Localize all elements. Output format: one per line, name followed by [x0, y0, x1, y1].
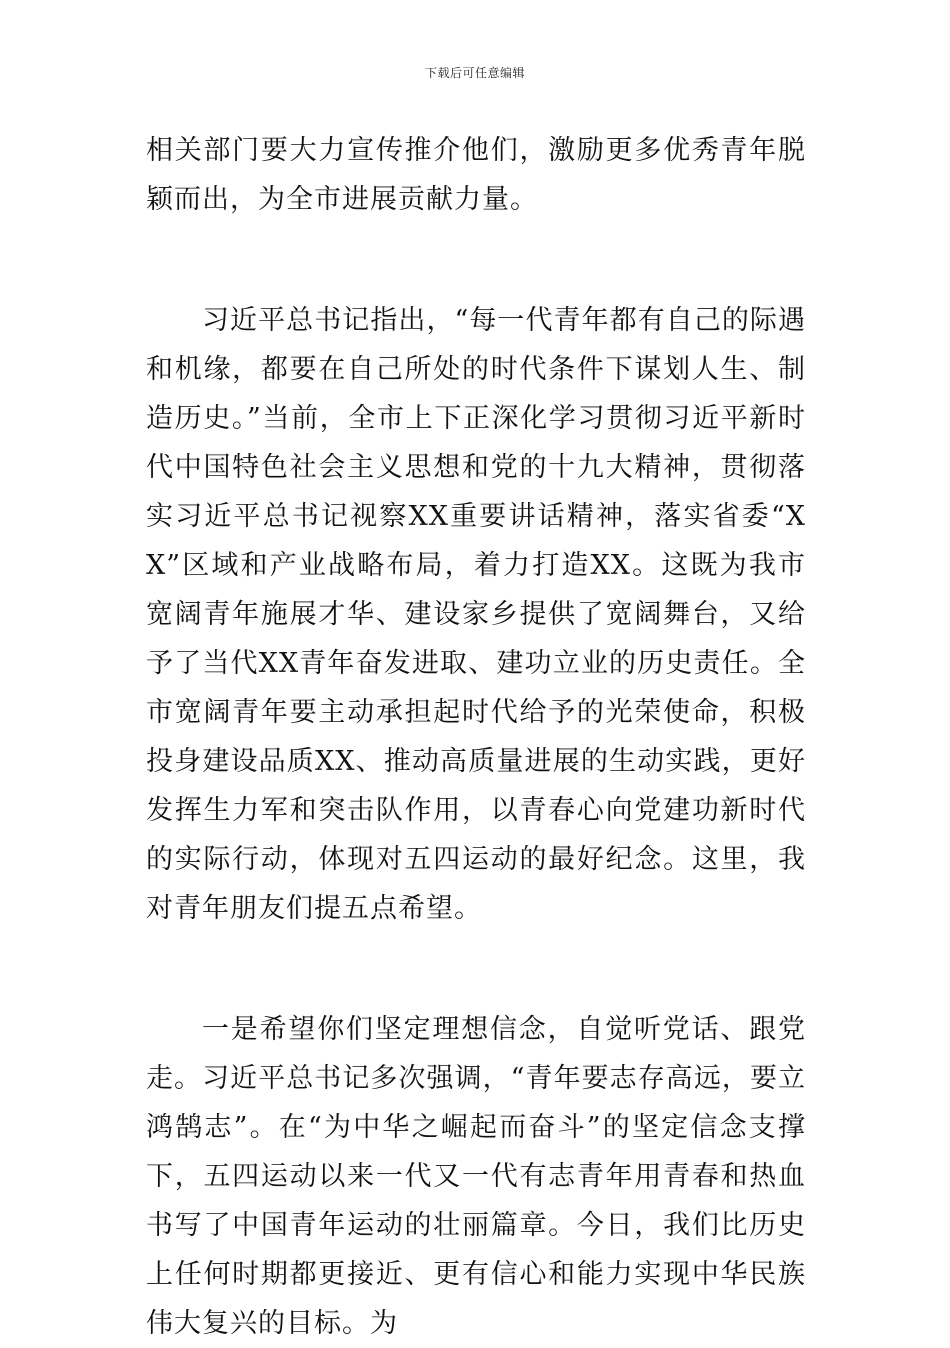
paragraph-1: 相关部门要大力宣传推介他们，激励更多优秀青年脱颖而出，为全市进展贡献力量。	[146, 135, 806, 215]
paragraph-spacer	[146, 933, 806, 1005]
paragraph-spacer	[146, 224, 806, 296]
page-header: 下载后可任意编辑	[424, 66, 525, 80]
paragraph-3: 一是希望你们坚定理想信念，自觉听党话、跟党走。习近平总书记多次强调，“青年要志存高远，要立鸿鹄志”。在“为中华之崛起而奋斗”的坚定信念支撑下，五四运动以来一代又一代有志青年用青春和热血书写了中国青年运动的壮丽篇章。今日，我们比历史上任何时期都更接近、更有信心和能力实现中华民族伟大复兴的目标。为	[146, 1014, 806, 1339]
document-body	[146, 126, 806, 1348]
paragraph-2: 习近平总书记指出，“每一代青年都有自己的际遇和机缘，都要在自己所处的时代条件下谋划人生、制造历史。”当前，全市上下正深化学习贯彻习近平新时代中国特色社会主义思想和党的十九大精神，贯彻落实习近平总书记视察XX重要讲话精神，落实省委“XX”区域和产业战略布局，着力打造XX。这既为我市宽阔青年施展才华、建设家乡提供了宽阔舞台，又给予了当代XX青年奋发进取、建功立业的历史责任。全市宽阔青年要主动承担起时代给予的光荣使命，积极投身建设品质XX、推动高质量进展的生动实践，更好发挥生力军和突击队作用，以青春心向党建功新时代的实际行动，体现对五四运动的最好纪念。这里，我对青年朋友们提五点希望。	[146, 305, 806, 924]
